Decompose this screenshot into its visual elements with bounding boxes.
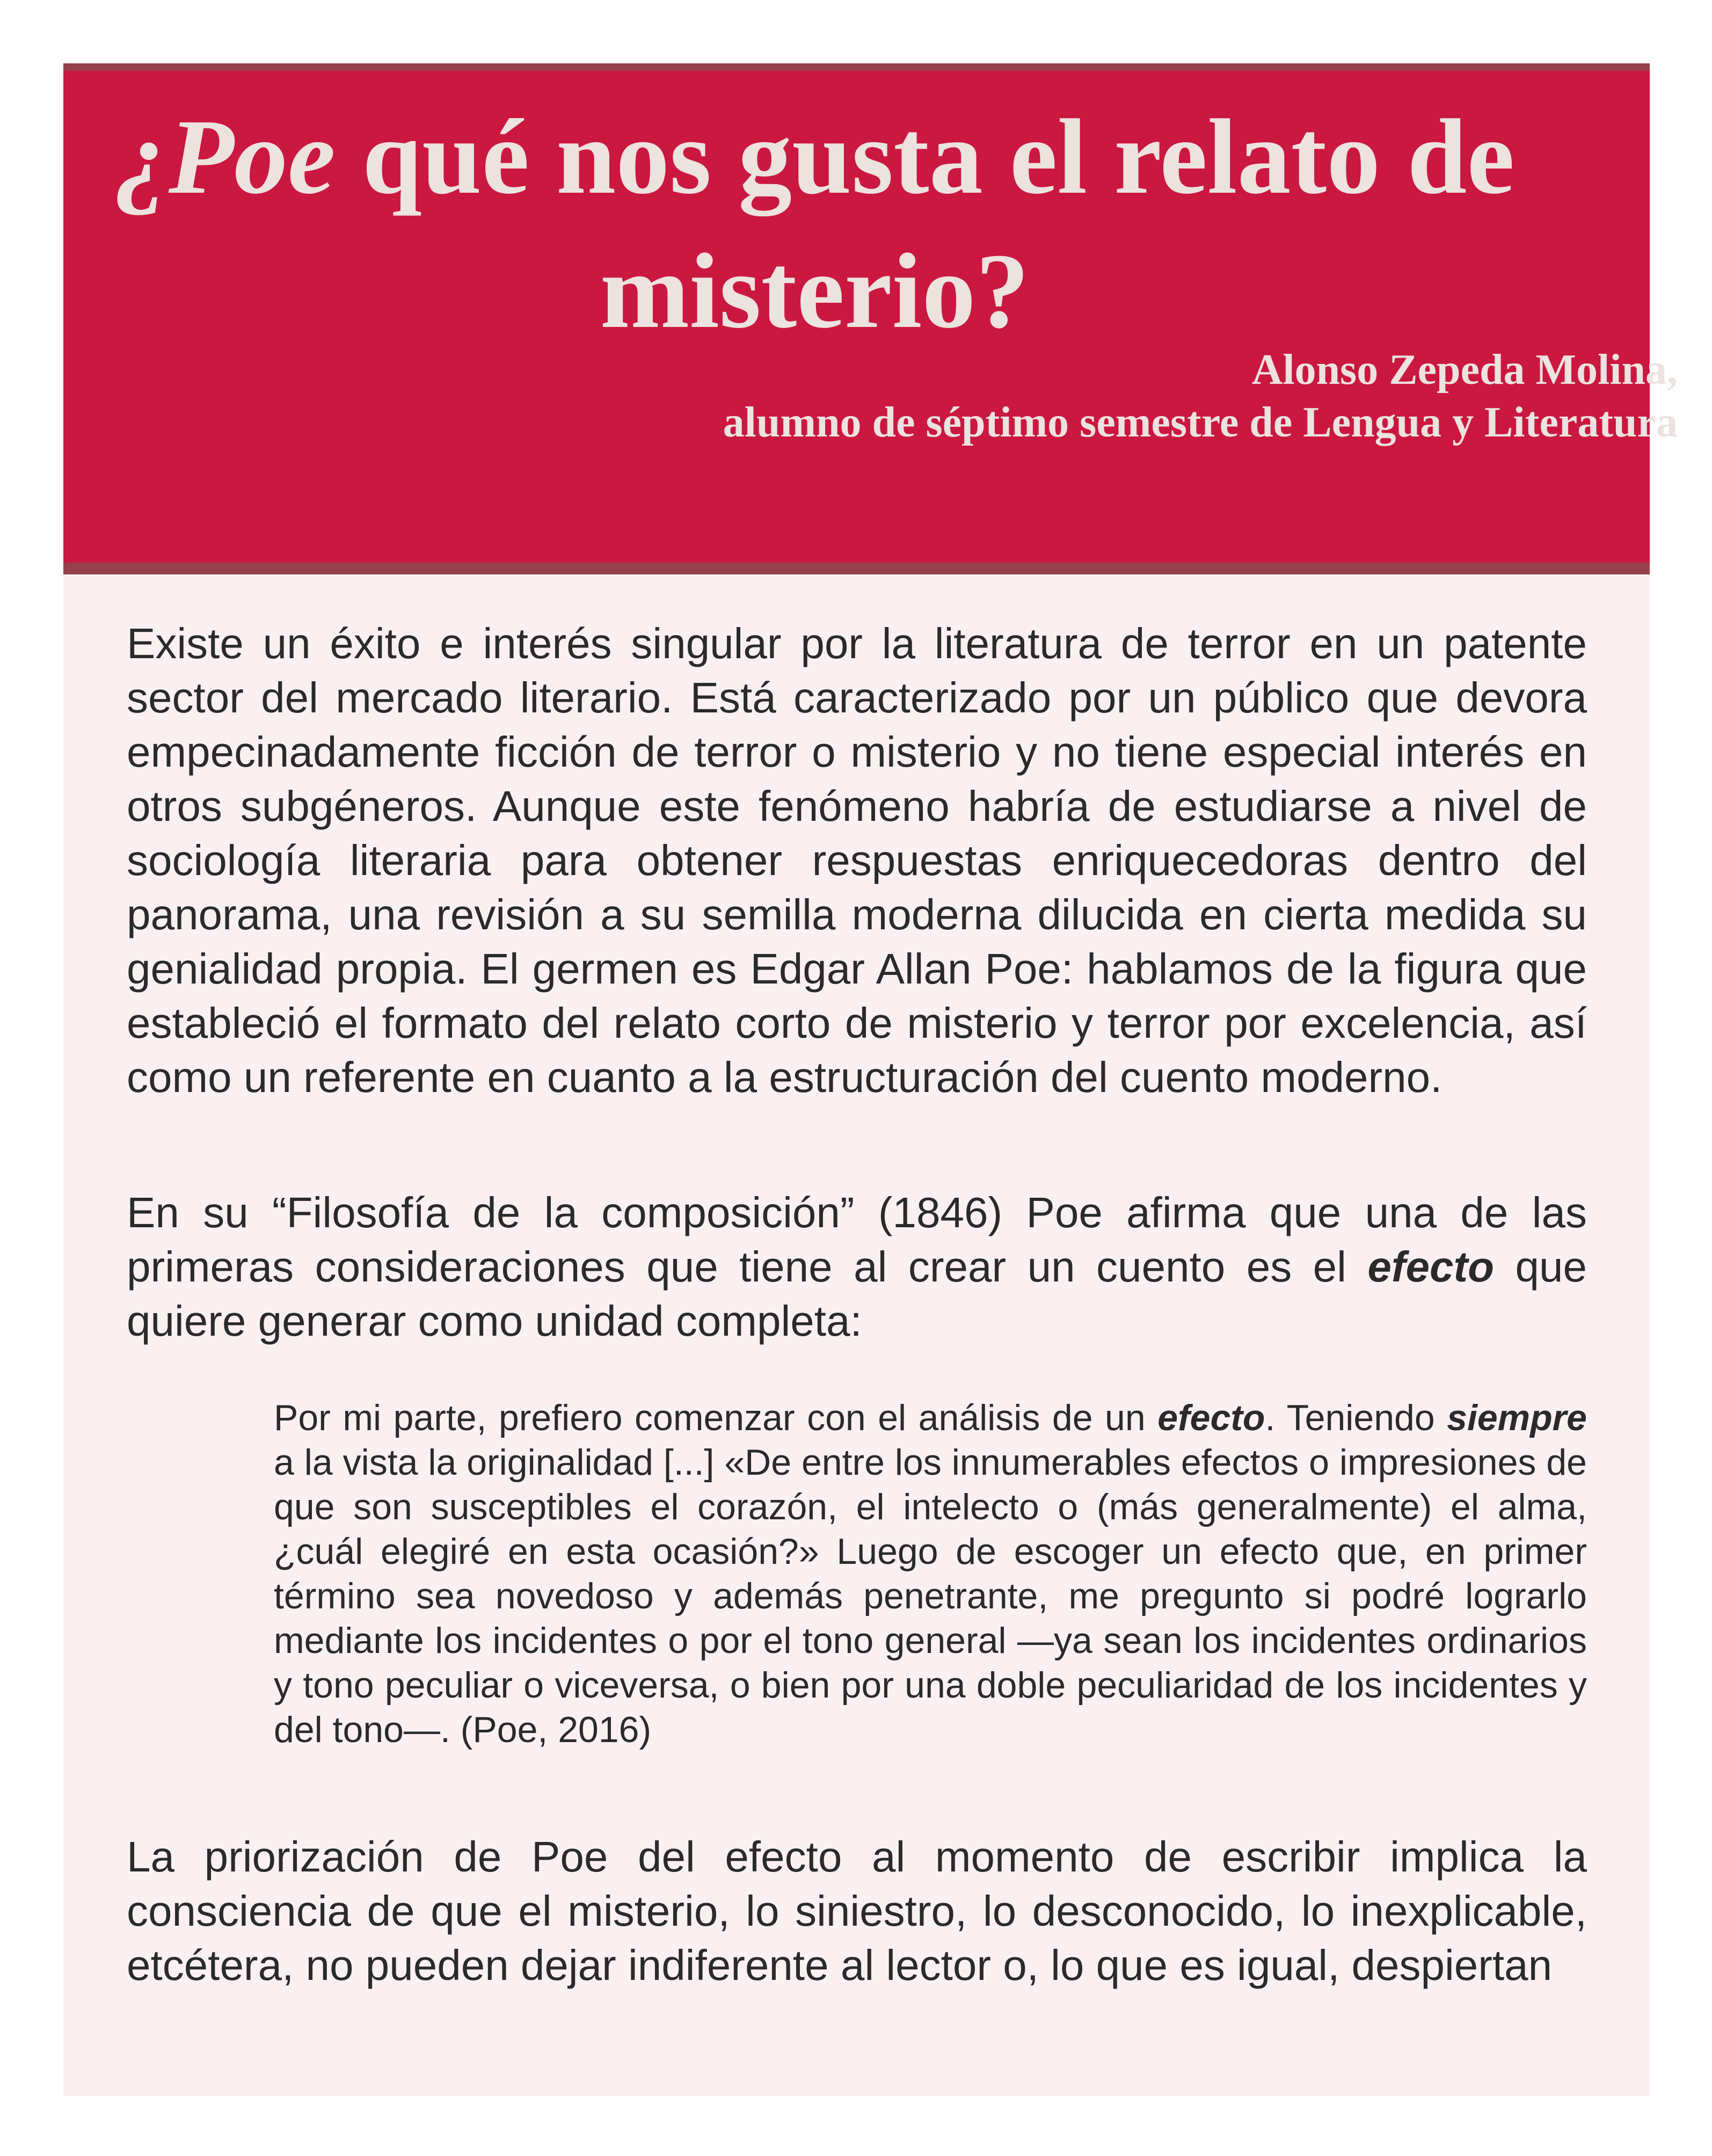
- paragraph-2-text-end: que quiere generar como unidad completa:: [127, 1243, 1587, 1345]
- paragraph-1: Existe un éxito e interés singular por la literatura de terror en un patente sector del mercado literario. Está caracterizado por un público que devora empecinadamente ficción de terror o misterio y no tiene especial interés en otros subgéneros. Aunque este fenómeno habría de estudiarse a nivel de sociología literaria para obtener respuestas enriquecedoras dentro del panorama, una revisión a su semilla moderna dilucida en cierta medida su genialidad propia. El germen es Edgar Allan Poe: hablamos de la figura que estableció el formato del relato corto de misterio y terror por excelencia, así como un referente en cuanto a la estructuración del cuento moderno.: [127, 620, 1587, 1101]
- title-text: qué nos gusta el relato de misterio?: [362, 98, 1515, 351]
- author-name: Alonso Zepeda Molina,: [1251, 346, 1678, 394]
- title-italic-word: ¿Poe: [114, 98, 336, 216]
- quote-text-2: . Teniendo: [1265, 1397, 1435, 1438]
- quote-emphasis-efecto: efecto: [1157, 1397, 1265, 1438]
- author-byline: [282, 344, 1678, 449]
- block-quote: [274, 1396, 1587, 1752]
- paragraph-2: [127, 1185, 1587, 1348]
- paragraph-3: La priorización de Poe del efecto al momento de escribir implica la consciencia de que el misterio, lo siniestro, lo desconocido, lo inexplicable, etcétera, no pueden dejar indiferente al lector o, lo que es igual, despiertan: [127, 1833, 1587, 1989]
- quote-text: Por mi parte, prefiero comenzar con el análisis de un: [274, 1397, 1146, 1438]
- emphasis-efecto: efecto: [1367, 1243, 1495, 1291]
- quote-text-3: a la vista la originalidad [...] «De entre los innumerables efectos o impresiones de que son susceptibles el corazón, el intelecto o (más generalmente) el alma, ¿cuál elegiré en esta ocasión?» Luego de escoger un efecto que, en primer término sea novedoso y además penetrante, me pregunto si podré lograrlo mediante los incidentes o por el tono general —ya sean los incidentes ordinarios y tono peculiar o viceversa, o bien por una doble peculiaridad de los incidentes y del tono—. (Poe, 2016): [274, 1442, 1587, 1750]
- article-title: [75, 90, 1554, 359]
- paragraph-2-text: En su “Filosofía de la composición” (1846) Poe afirma que una de las primeras consideraciones que tiene al crear un cuento es el: [127, 1189, 1587, 1291]
- author-detail: alumno de séptimo semestre de Lengua y Literatura: [723, 399, 1678, 446]
- quote-emphasis-siempre: siempre: [1447, 1397, 1587, 1438]
